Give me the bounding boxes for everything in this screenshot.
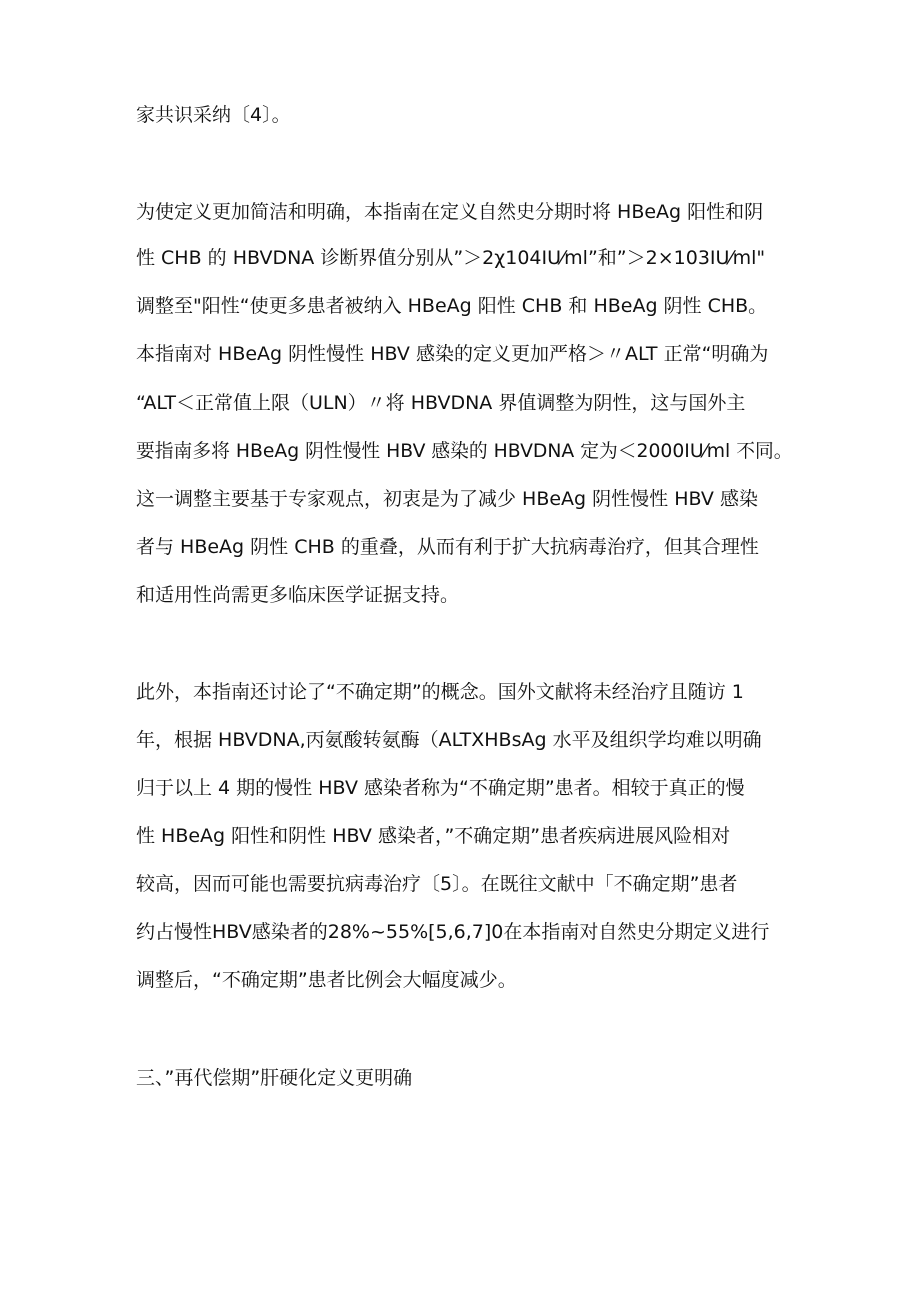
- paragraph-3-line-2: 年，根据 HBVDNA,丙氨酸转氨酶（ALTXHBsAg 水平及组织学均难以明确: [136, 729, 762, 751]
- paragraph-2-line-2: 性 CHB 的 HBVDNA 诊断界值分别从”＞2χ104IU⁄ml”和”＞2×103IU⁄ml": [136, 247, 766, 269]
- paragraph-2-line-1: 为使定义更加简洁和明确，本指南在定义自然史分期时将 HBeAg 阳性和阴: [136, 201, 764, 223]
- paragraph-2-line-5: “ALT＜正常值上限（ULN）〃将 HBVDNA 界值调整为阴性，这与国外主: [136, 392, 746, 414]
- paragraph-3-line-4: 性 HBeAg 阳性和阴性 HBV 感染者，”不确定期”患者疾病进展风险相对: [136, 825, 731, 847]
- paragraph-3-line-5: 较高，因而可能也需要抗病毒治疗〔5〕。在既往文献中「不确定期”患者: [136, 873, 738, 895]
- paragraph-3-line-3: 归于以上 4 期的慢性 HBV 感染者称为“不确定期”患者。相较于真正的慢: [136, 777, 745, 799]
- paragraph-2-line-3: 调整至"阳性“使更多患者被纳入 HBeAg 阳性 CHB 和 HBeAg 阴性 CHB。: [136, 295, 768, 317]
- paragraph-1-line-1: 家共识采纳〔4〕。: [136, 104, 291, 126]
- paragraph-2-line-9: 和适用性尚需更多临床医学证据支持。: [136, 584, 460, 606]
- paragraph-3-line-6: 约占慢性HBV感染者的28%~55%[5,6,7]0在本指南对自然史分期定义进行: [136, 921, 770, 943]
- section-heading: 三、”再代偿期”肝硬化定义更明确: [136, 1067, 413, 1089]
- paragraph-3-line-7: 调整后，“不确定期”患者比例会大幅度减少。: [136, 969, 517, 991]
- paragraph-2-line-7: 这一调整主要基于专家观点，初衷是为了减少 HBeAg 阴性慢性 HBV 感染: [136, 488, 758, 510]
- paragraph-2-line-6: 要指南多将 HBeAg 阴性慢性 HBV 感染的 HBVDNA 定为＜2000IU⁄ml 不同。: [136, 440, 793, 462]
- paragraph-2-line-8: 者与 HBeAg 阴性 CHB 的重叠，从而有利于扩大抗病毒治疗，但其合理性: [136, 536, 759, 558]
- paragraph-2-line-4: 本指南对 HBeAg 阴性慢性 HBV 感染的定义更加严格＞〃ALT 正常“明确为: [136, 343, 769, 365]
- paragraph-3-line-1: 此外，本指南还讨论了“不确定期”的概念。国外文献将未经治疗且随访 1: [136, 681, 744, 703]
